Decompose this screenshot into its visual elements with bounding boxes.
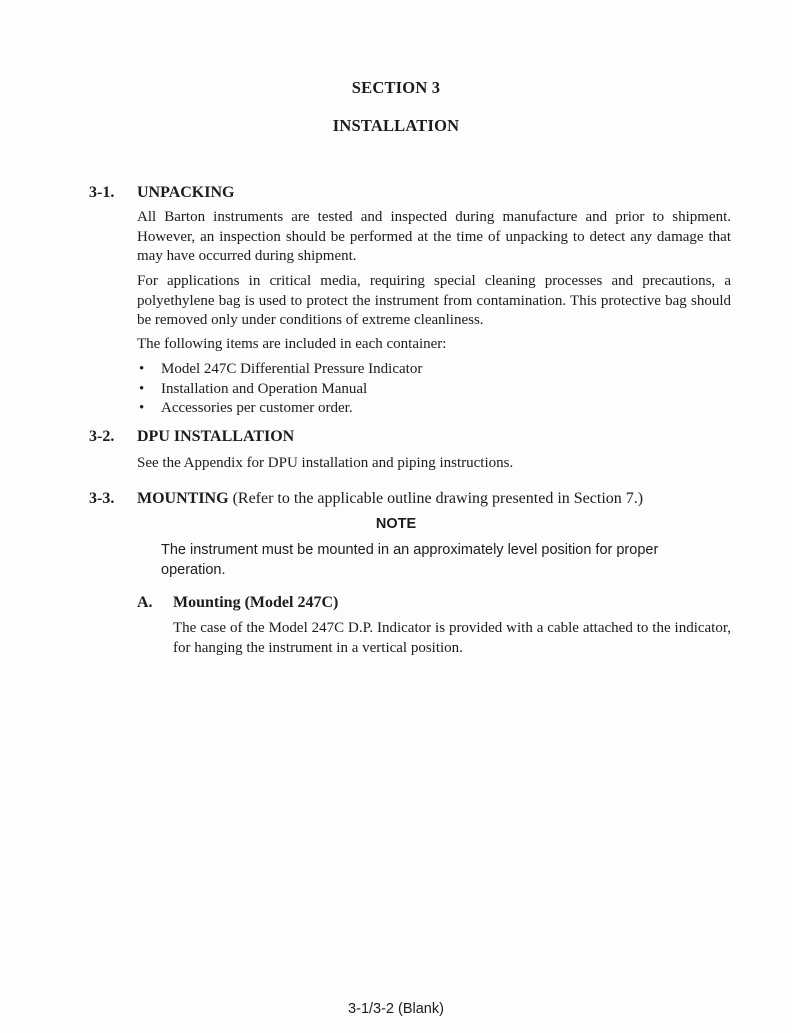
list-item: • Accessories per customer order. [137,399,422,419]
section-number-3-3: 3-3. [89,490,115,507]
dpu-installation-paragraph: See the Appendix for DPU installation and piping instructions. [137,455,514,471]
bullet-icon: • [139,361,145,377]
unpacking-paragraph-2: For applications in critical media, requiring special cleaning processes and precautions, a polyethylene bag is used to protect the instrument from contamination. This protective bag should be removed only under conditions of extreme cleanliness. [137,273,731,328]
container-items-list [137,360,422,419]
subsection-mounting-paragraph: The case of the Model 247C D.P. Indicator is provided with a cable attached to the indicator, for hanging the instrument in a vertical position. [173,620,731,656]
unpacking-paragraph-1: All Barton instruments are tested and inspected during manufacture and prior to shipment. However, an inspection should be performed at the time of unpacking to detect any damage that may have occurred during shipment. [137,209,731,264]
heading-mounting-title: MOUNTING [137,490,229,507]
section-number-3-2: 3-2. [89,428,115,445]
subsection-title-mounting-247c: Mounting (Model 247C) [173,594,339,611]
section-title: INSTALLATION [332,116,460,135]
section-label: SECTION 3 [351,78,441,97]
page-number: 3-1/3-2 (Blank) [348,1001,444,1017]
bullet-icon: • [139,400,145,416]
section-number-3-1: 3-1. [89,184,115,201]
heading-unpacking: UNPACKING [137,184,235,201]
heading-mounting-reference: (Refer to the applicable outline drawing presented in Section 7.) [228,490,644,507]
note-label: NOTE [375,516,417,532]
bullet-icon: • [139,380,145,397]
heading-mounting [137,490,643,508]
list-item: • Installation and Operation Manual [137,380,422,400]
note-text: The instrument must be mounted in an approximately level position for proper operation. [161,542,659,578]
unpacking-paragraph-3: The following items are included in each container: [137,336,447,352]
heading-dpu-installation: DPU INSTALLATION [137,428,295,445]
list-item: • Model 247C Differential Pressure Indicator [137,360,422,380]
subsection-letter-a: A. [137,594,153,611]
